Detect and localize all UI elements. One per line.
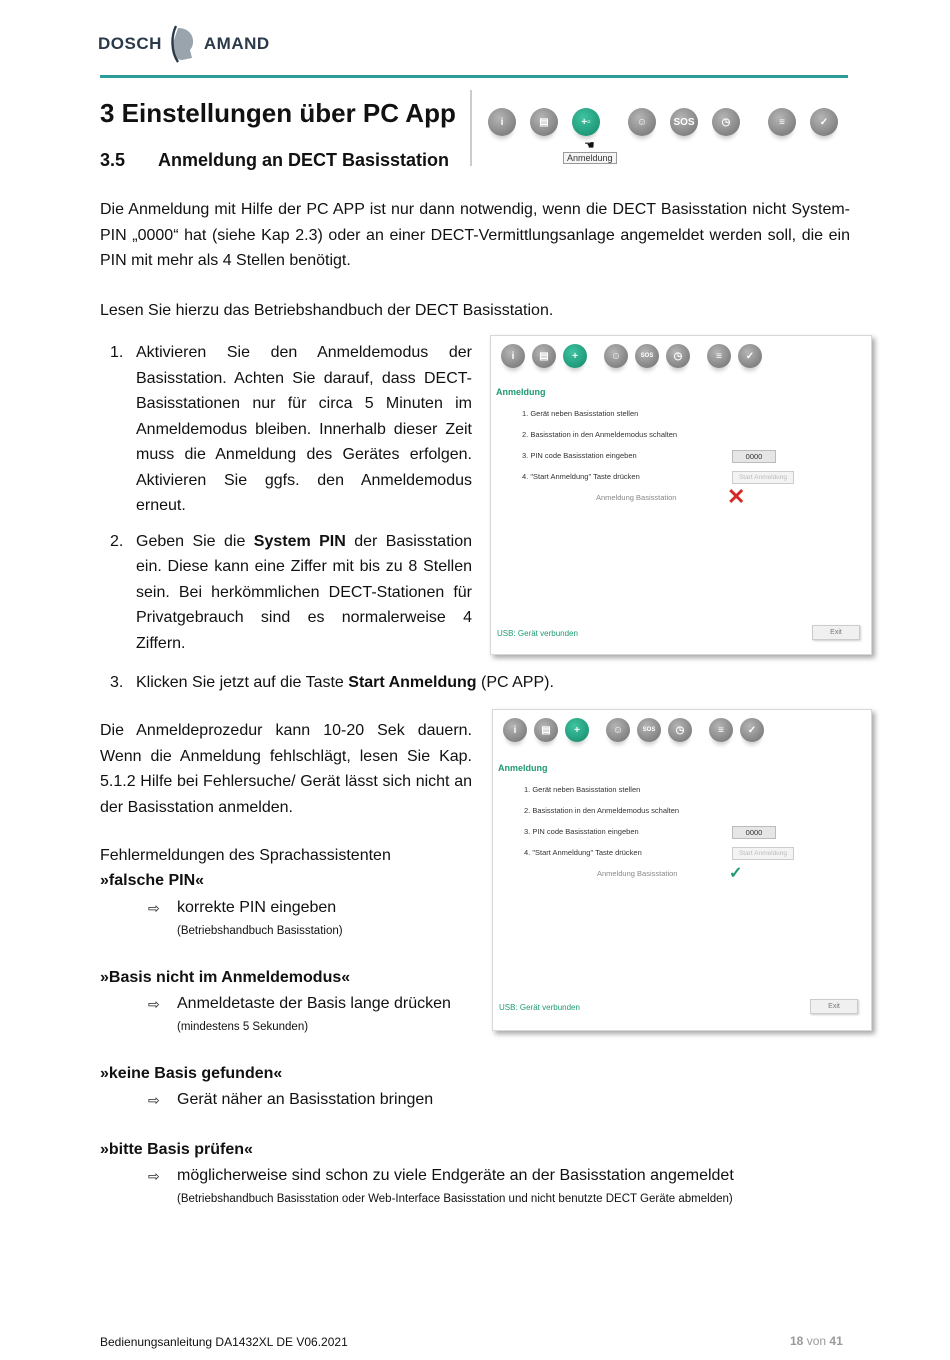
arrow-icon: ⇨ [148,1167,160,1184]
screen-heading: Anmeldung [498,763,548,773]
alarm-icon[interactable]: ◷ [712,108,740,136]
alarm-icon[interactable]: ◷ [666,344,690,368]
section-number: 3.5 [100,150,126,170]
list-item: 1. Aktivieren Sie den Anmeldemodus der Basisstation. Achten Sie darauf, dass DECT-Basisstationen nur für circa 5 Minuten im Anmeldemodus bleiben. Innerhalb dieser Zeit muss die Anmeldung des Gerätes erfolgen. Aktivieren Sie ggfs. den Anmeldemodus erneut. [110,344,472,514]
duration-paragraph: Die Anmeldeprozedur kann 10-20 Sek dauern. Wenn die Anmeldung fehlschlägt, lesen Sie Kap. 5.1.2 Hilfe bei Fehlersuche/ Gerät lässt sich nicht an der Basisstation anmelden. [100,722,472,816]
info-icon[interactable]: i [488,108,516,136]
register-icon[interactable]: + [565,718,589,742]
manual-note: Lesen Sie hierzu das Betriebshandbuch der DECT Basisstation. [100,302,554,319]
device-icon[interactable]: ▤ [532,344,556,368]
tooltip: Anmeldung [563,152,617,164]
instruction-2: 2. Basisstation in den Anmeldemodus schalten [522,430,678,439]
info-icon[interactable]: i [503,718,527,742]
pin-input[interactable]: 0000 [732,450,776,463]
page-number: 18 von 41 [790,1334,843,1348]
screen-heading: Anmeldung [496,387,546,397]
instruction-1: 1. Gerät neben Basisstation stellen [524,785,641,794]
exit-button[interactable]: Exit [810,999,858,1014]
error-action: ⇨ möglicherweise sind schon zu viele Endgeräte an der Basisstation angemeldet [148,1167,734,1184]
start-registration-button[interactable]: Start Anmeldung [732,471,794,484]
settings-icon[interactable]: ≡ [707,344,731,368]
errors-heading: Fehlermeldungen des Sprachassistenten [100,847,391,864]
start-registration-button[interactable]: Start Anmeldung [732,847,794,860]
register-icon[interactable]: + [563,344,587,368]
pin-input[interactable]: 0000 [732,826,776,839]
status-label: Anmeldung Basisstation [597,869,678,878]
error-title: »falsche PIN« [100,872,205,889]
intro-paragraph: Die Anmeldung mit Hilfe der PC APP ist nur dann notwendig, wenn die DECT Basisstation nicht System-PIN „0000“ hat (siehe Kap 2.3) oder an einer DECT-Vermittlungsanlage angemeldet werden soll, die ein PIN mit mehr als 4 Stellen benötigt. [100,201,850,269]
toolbar-icons [488,108,838,136]
settings-icon[interactable]: ≡ [709,718,733,742]
instruction-4: 4. "Start Anmeldung" Taste drücken [522,472,640,481]
check-icon[interactable]: ✓ [738,344,762,368]
error-note: (Betriebshandbuch Basisstation oder Web-Interface Basisstation und nicht benutzte DECT Geräte abmelden) [177,1193,733,1205]
device-icon[interactable]: ▤ [534,718,558,742]
section-heading [100,150,449,171]
instruction-2: 2. Basisstation in den Anmeldemodus schalten [524,806,680,815]
error-action: ⇨ korrekte PIN eingeben [148,899,337,916]
instruction-4: 4. "Start Anmeldung" Taste drücken [524,848,642,857]
error-note: (mindestens 5 Sekunden) [177,1021,309,1033]
check-icon[interactable]: ✓ [810,108,838,136]
arrow-icon: ⇨ [148,1091,160,1108]
app-screenshot-fail [490,335,872,655]
error-title: »keine Basis gefunden« [100,1065,283,1082]
logo-face-icon [168,24,198,64]
arrow-icon: ⇨ [148,995,160,1012]
usb-status: USB: Gerät verbunden [497,629,578,638]
page-title: 3 Einstellungen über PC App [100,98,456,128]
list-item: 3. Klicken Sie jetzt auf die Taste Start Anmeldung (PC APP). [110,674,554,691]
error-title: »Basis nicht im Anmeldemodus« [100,969,351,986]
error-action: ⇨ Gerät näher an Basisstation bringen [148,1091,434,1108]
check-icon[interactable]: ✓ [740,718,764,742]
sos-icon[interactable]: SOS [635,344,659,368]
contacts-icon[interactable]: ☺ [604,344,628,368]
sos-icon[interactable]: SOS [637,718,661,742]
exit-button[interactable]: Exit [812,625,860,640]
alarm-icon[interactable]: ◷ [668,718,692,742]
section-title: Anmeldung an DECT Basisstation [158,150,450,170]
success-icon: ✓ [729,865,743,882]
usb-status: USB: Gerät verbunden [499,1003,580,1012]
cursor-icon: ☚ [584,138,595,152]
sos-icon[interactable]: SOS [670,108,698,136]
settings-icon[interactable]: ≡ [768,108,796,136]
device-icon[interactable]: ▤ [530,108,558,136]
logo-text-right: AMAND [203,34,270,53]
instruction-1: 1. Gerät neben Basisstation stellen [522,409,639,418]
brand-logo [98,24,270,64]
info-icon[interactable]: i [501,344,525,368]
app-screenshot-success [492,709,872,1031]
status-label: Anmeldung Basisstation [596,493,677,502]
fail-icon: ✕ [727,484,746,509]
footer-text: Bedienungsanleitung DA1432XL DE V06.2021 [100,1335,348,1349]
register-icon[interactable]: +▫ [572,108,600,136]
step-list [100,340,472,666]
arrow-icon: ⇨ [148,899,160,916]
error-note: (Betriebshandbuch Basisstation) [177,925,343,937]
header-rule [100,75,848,78]
error-action: ⇨ Anmeldetaste der Basis lange drücken [148,995,451,1012]
toolbar-screenshot [470,90,850,168]
contacts-icon[interactable]: ☺ [606,718,630,742]
error-title: »bitte Basis prüfen« [100,1141,253,1158]
contacts-icon[interactable]: ☺ [628,108,656,136]
instruction-3: 3. PIN code Basisstation eingeben [524,827,639,836]
instruction-3: 3. PIN code Basisstation eingeben [522,451,637,460]
list-item: 2. Geben Sie die System PIN der Basisstation ein. Diese kann eine Ziffer mit bis zu 8 Stellen sein. Bei herkömmlichen DECT-Stationen für Privatgebrauch sind es normalerweise 4 Ziffern. [110,532,472,652]
logo-text-left: DOSCH [98,34,162,53]
